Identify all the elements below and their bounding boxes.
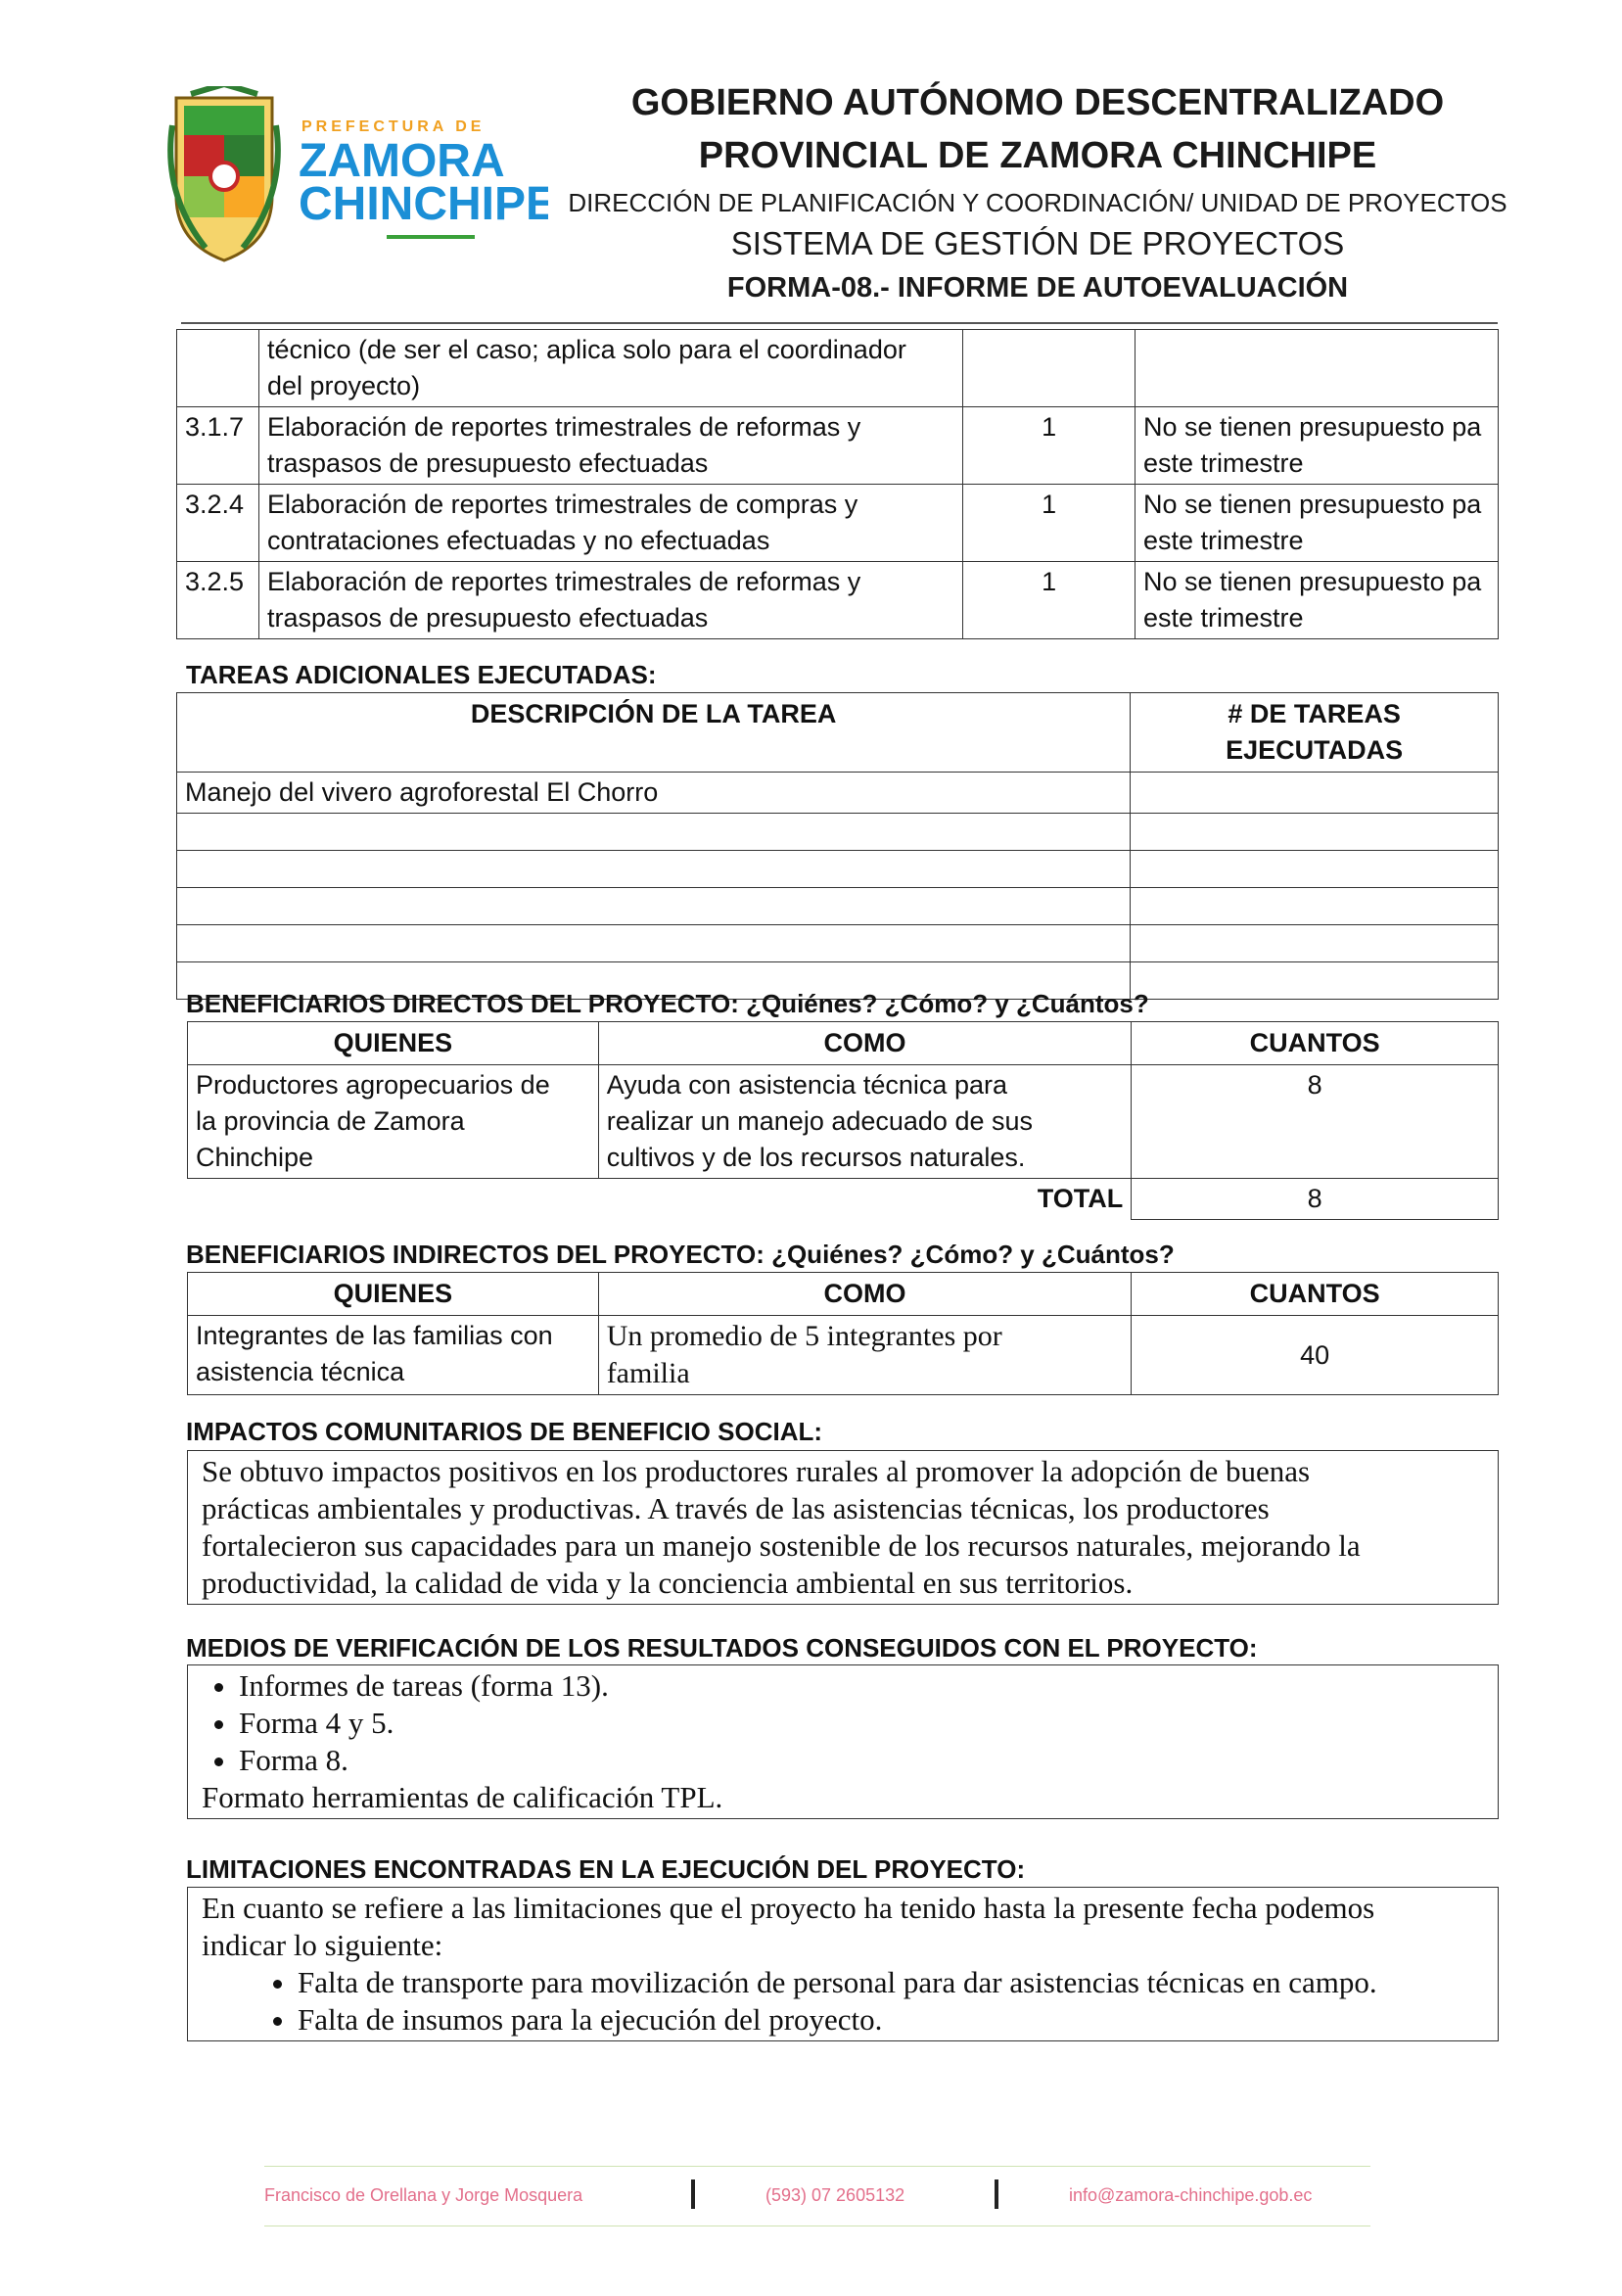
header-divider xyxy=(181,322,1498,324)
list-item: • Falta de transporte para movilización de personal para dar asistencias técnicas en campo. xyxy=(298,1964,1484,2001)
activity-desc: Elaboración de reportes trimestrales de reformas y traspasos de presupuesto efectuadas xyxy=(258,562,962,639)
task-description: Manejo del vivero agroforestal El Chorro xyxy=(177,773,1131,814)
table-row xyxy=(177,814,1499,851)
direct-beneficiaries-label: BENEFICIARIOS DIRECTOS DEL PROYECTO: ¿Quiénes? ¿Cómo? y ¿Cuántos? xyxy=(186,989,1149,1018)
col-quienes: QUIENES xyxy=(188,1273,599,1316)
activity-qty: 1 xyxy=(963,562,1135,639)
total-value: 8 xyxy=(1132,1179,1499,1220)
limitations-list xyxy=(202,1964,1484,2038)
indirect-como: Un promedio de 5 integrantes por familia xyxy=(598,1316,1132,1395)
direct-quienes: Productores agropecuarios de la provincia de Zamora Chinchipe xyxy=(188,1065,599,1179)
impacts-line: fortalecieron sus capacidades para un manejo sostenible de los recursos naturales, mejorando la xyxy=(202,1528,1361,1563)
direct-como: Ayuda con asistencia técnica para realizar un manejo adecuado de sus cultivos y de los recursos naturales. xyxy=(598,1065,1132,1179)
activity-desc: técnico (de ser el caso; aplica solo para el coordinador del proyecto) xyxy=(258,330,962,407)
table-row xyxy=(177,407,1499,485)
col-como: COMO xyxy=(598,1022,1132,1065)
impacts-box xyxy=(187,1450,1499,1605)
footer-address: Francisco de Orellana y Jorge Mosquera xyxy=(264,2185,583,2205)
activity-qty xyxy=(963,330,1135,407)
activity-code: 3.2.4 xyxy=(177,485,259,562)
col-cuantos: CUANTOS xyxy=(1132,1022,1499,1065)
coat-of-arms-icon xyxy=(166,86,548,264)
col-task-description: DESCRIPCIÓN DE LA TAREA xyxy=(177,693,1131,773)
total-label: TOTAL xyxy=(598,1179,1132,1220)
verification-list xyxy=(202,1667,1484,1779)
activity-code: 3.1.7 xyxy=(177,407,259,485)
indirect-cuantos: 40 xyxy=(1132,1316,1499,1395)
table-row xyxy=(188,1316,1499,1395)
table-row xyxy=(177,888,1499,925)
task-count xyxy=(1131,814,1499,851)
list-item: • Forma 4 y 5. xyxy=(239,1705,1484,1742)
table-row xyxy=(177,773,1499,814)
table-header xyxy=(177,693,1499,773)
list-item: • Forma 8. xyxy=(239,1742,1484,1779)
title-line1: GOBIERNO AUTÓNOMO DESCENTRALIZADO xyxy=(630,82,1445,123)
impacts-line: prácticas ambientales y productivas. A través de las asistencias técnicas, los productores xyxy=(202,1491,1270,1525)
logo-small-text: PREFECTURA DE xyxy=(301,118,486,135)
impacts-line: productividad, la calidad de vida y la conciencia ambiental en sus territorios. xyxy=(202,1566,1134,1600)
table-row xyxy=(177,925,1499,962)
activities-table xyxy=(176,329,1499,639)
footer-email[interactable]: info@zamora-chinchipe.gob.ec xyxy=(1069,2185,1313,2205)
title-line2: PROVINCIAL DE ZAMORA CHINCHIPE xyxy=(698,135,1377,176)
system-title: SISTEMA DE GESTIÓN DE PROYECTOS xyxy=(730,225,1345,261)
col-cuantos: CUANTOS xyxy=(1132,1273,1499,1316)
footer-line-top xyxy=(264,2166,1370,2167)
table-row xyxy=(177,330,1499,407)
activity-code xyxy=(177,330,259,407)
table-row xyxy=(177,851,1499,888)
indirect-quienes: Integrantes de las familias con asistencia técnica xyxy=(188,1316,599,1395)
list-item: • Informes de tareas (forma 13). xyxy=(239,1667,1484,1705)
total-row xyxy=(188,1179,1499,1220)
table-header xyxy=(188,1273,1499,1316)
footer-phone: (593) 07 2605132 xyxy=(765,2185,905,2205)
task-count xyxy=(1131,962,1499,1000)
logo-line1: ZAMORA xyxy=(299,135,505,187)
indirect-beneficiaries-label: BENEFICIARIOS INDIRECTOS DEL PROYECTO: ¿Quiénes? ¿Cómo? y ¿Cuántos? xyxy=(186,1240,1175,1269)
table-header xyxy=(188,1022,1499,1065)
footer xyxy=(264,2166,1370,2226)
task-count xyxy=(1131,888,1499,925)
form-title: FORMA-08.- INFORME DE AUTOEVALUACIÓN xyxy=(726,272,1349,304)
task-count xyxy=(1131,773,1499,814)
activity-qty: 1 xyxy=(963,485,1135,562)
footer-separator xyxy=(691,2179,695,2209)
list-item: • Falta de insumos para la ejecución del proyecto. xyxy=(298,2001,1484,2038)
table-row xyxy=(188,1065,1499,1179)
additional-tasks-table xyxy=(176,692,1499,1000)
task-count xyxy=(1131,925,1499,962)
direct-beneficiaries-table xyxy=(187,1021,1499,1220)
task-description xyxy=(177,925,1131,962)
department: DIRECCIÓN DE PLANIFICACIÓN Y COORDINACIÓN/ UNIDAD DE PROYECTOS xyxy=(568,188,1507,217)
indirect-beneficiaries-table xyxy=(187,1272,1499,1395)
verification-label: MEDIOS DE VERIFICACIÓN DE LOS RESULTADOS CONSEGUIDOS CON EL PROYECTO: xyxy=(186,1633,1258,1663)
col-tasks-count: # DE TAREAS EJECUTADAS xyxy=(1131,693,1499,773)
activity-obs: No se tienen presupuesto pa este trimestre xyxy=(1135,562,1498,639)
limitations-intro: indicar lo siguiente: xyxy=(202,1928,443,1962)
impacts-label: IMPACTOS COMUNITARIOS DE BENEFICIO SOCIAL: xyxy=(186,1417,823,1446)
activity-desc: Elaboración de reportes trimestrales de compras y contrataciones efectuadas y no efectuadas xyxy=(258,485,962,562)
table-row xyxy=(177,562,1499,639)
verification-last: Formato herramientas de calificación TPL. xyxy=(202,1780,723,1814)
direct-cuantos: 8 xyxy=(1132,1065,1499,1179)
col-quienes: QUIENES xyxy=(188,1022,599,1065)
activity-code: 3.2.5 xyxy=(177,562,259,639)
col-como: COMO xyxy=(598,1273,1132,1316)
task-description xyxy=(177,851,1131,888)
verification-box xyxy=(187,1664,1499,1819)
limitations-label: LIMITACIONES ENCONTRADAS EN LA EJECUCIÓN DEL PROYECTO: xyxy=(186,1854,1026,1884)
table-row xyxy=(177,485,1499,562)
additional-tasks-label: TAREAS ADICIONALES EJECUTADAS: xyxy=(186,660,657,689)
activity-obs xyxy=(1135,330,1498,407)
logo-line2: CHINCHIPE xyxy=(299,178,548,230)
task-description xyxy=(177,888,1131,925)
limitations-box xyxy=(187,1887,1499,2041)
limitations-intro: En cuanto se refiere a las limitaciones que el proyecto ha tenido hasta la presente fecha podemos xyxy=(202,1891,1375,1925)
prefectura-logo xyxy=(166,86,548,264)
footer-separator xyxy=(995,2179,998,2209)
impacts-line: Se obtuvo impactos positivos en los productores rurales al promover la adopción de buenas xyxy=(202,1454,1311,1488)
activity-qty: 1 xyxy=(963,407,1135,485)
task-count xyxy=(1131,851,1499,888)
activity-desc: Elaboración de reportes trimestrales de reformas y traspasos de presupuesto efectuadas xyxy=(258,407,962,485)
activity-obs: No se tienen presupuesto pa este trimestre xyxy=(1135,485,1498,562)
task-description xyxy=(177,814,1131,851)
activity-obs: No se tienen presupuesto pa este trimestre xyxy=(1135,407,1498,485)
